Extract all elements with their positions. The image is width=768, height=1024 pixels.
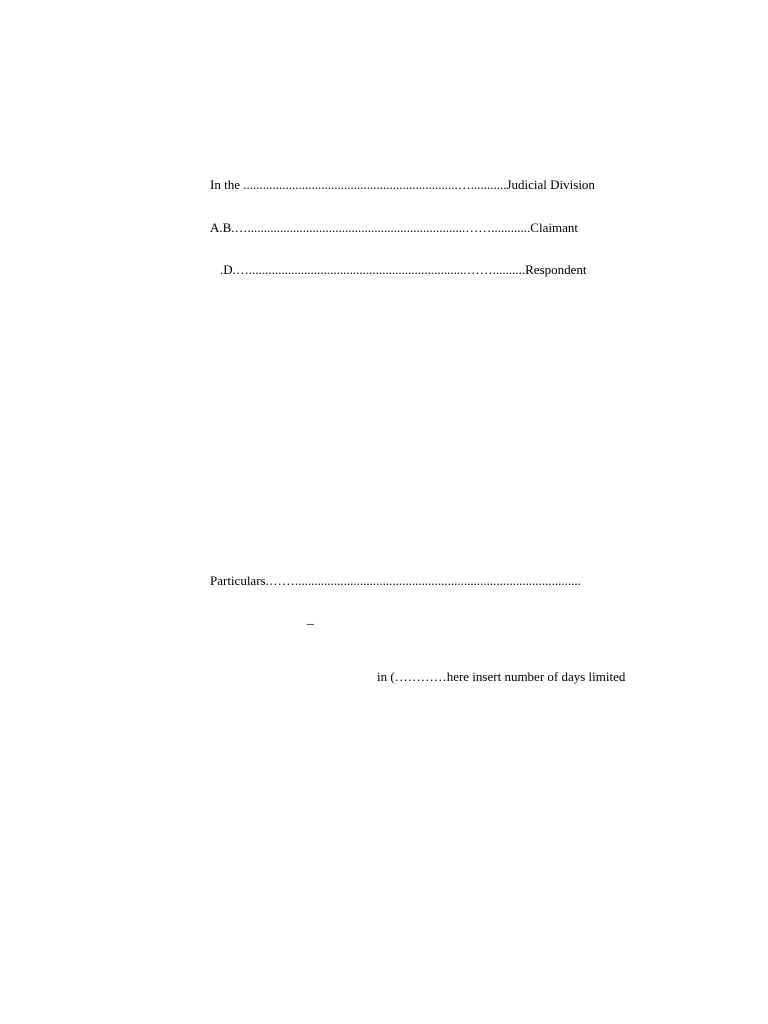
claimant-line: A.B.…...................................................................……............Claimant bbox=[210, 220, 578, 235]
days-limited-line: in (…………here insert number of days limited bbox=[377, 669, 626, 684]
underscore-mark: _ bbox=[307, 612, 314, 627]
respondent-line: .D.…...................................................................……..........Respondent bbox=[220, 262, 587, 277]
particulars-line: Particulars.……........................................................................................ bbox=[210, 573, 581, 588]
judicial-division-line: In the ..................................................................…...........Judicial Division bbox=[210, 177, 595, 192]
